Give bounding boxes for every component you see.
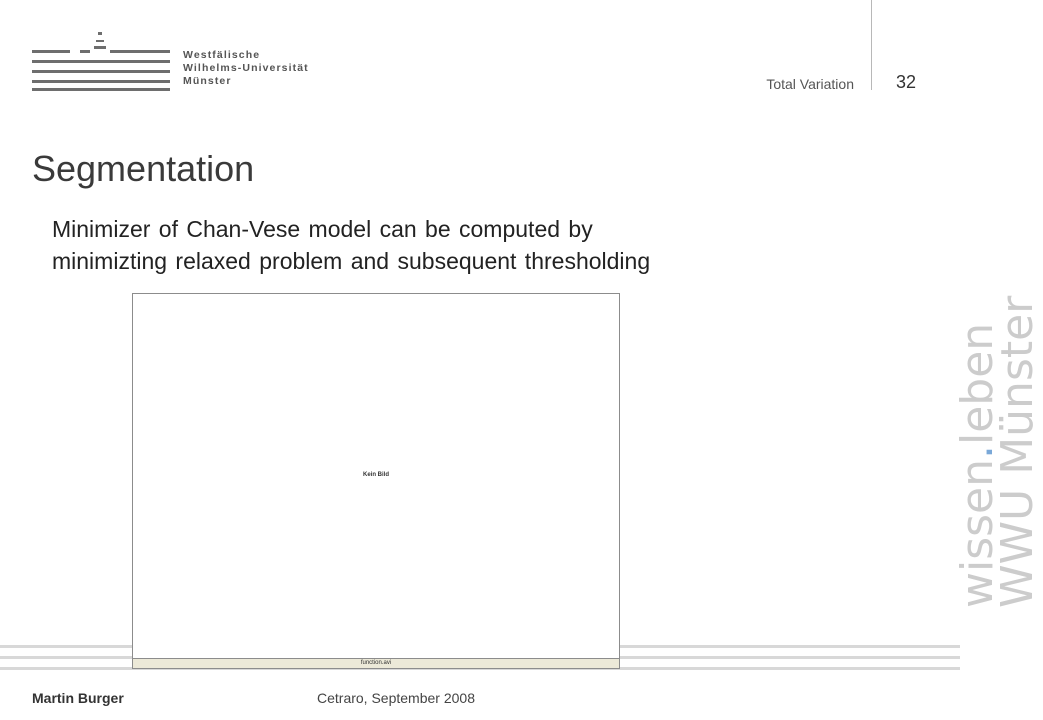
page-number: 32 xyxy=(895,72,917,92)
header-divider xyxy=(871,0,872,90)
section-title: Total Variation xyxy=(766,76,854,92)
body-line-2: minimizting relaxed problem and subsequent thresholding xyxy=(52,248,651,274)
video-filename: function.avi xyxy=(133,658,619,668)
video-placeholder-message: Kein Bild xyxy=(362,472,389,478)
body-line-1: Minimizer of Chan-Vese model can be computed by xyxy=(52,216,593,242)
university-logo-mark xyxy=(32,28,182,94)
university-name-line-2: Wilhelms-Universität xyxy=(183,62,309,74)
watermark-line-2: WWU Münster xyxy=(992,295,1043,608)
slide-body xyxy=(52,213,872,277)
university-name-line-3: Münster xyxy=(183,75,232,87)
university-name-line-1: Westfälische xyxy=(183,49,261,61)
footer-event: Cetraro, September 2008 xyxy=(317,690,475,706)
footer-author: Martin Burger xyxy=(32,690,124,706)
watermark-word-1: wissen xyxy=(952,458,1003,608)
slide-title: Segmentation xyxy=(32,148,255,189)
university-name xyxy=(183,49,309,88)
watermark-word-2: leben xyxy=(952,322,1003,445)
wissen-leben-watermark xyxy=(952,295,1043,608)
embedded-video[interactable] xyxy=(132,293,620,669)
watermark-dot: . xyxy=(952,444,1003,459)
